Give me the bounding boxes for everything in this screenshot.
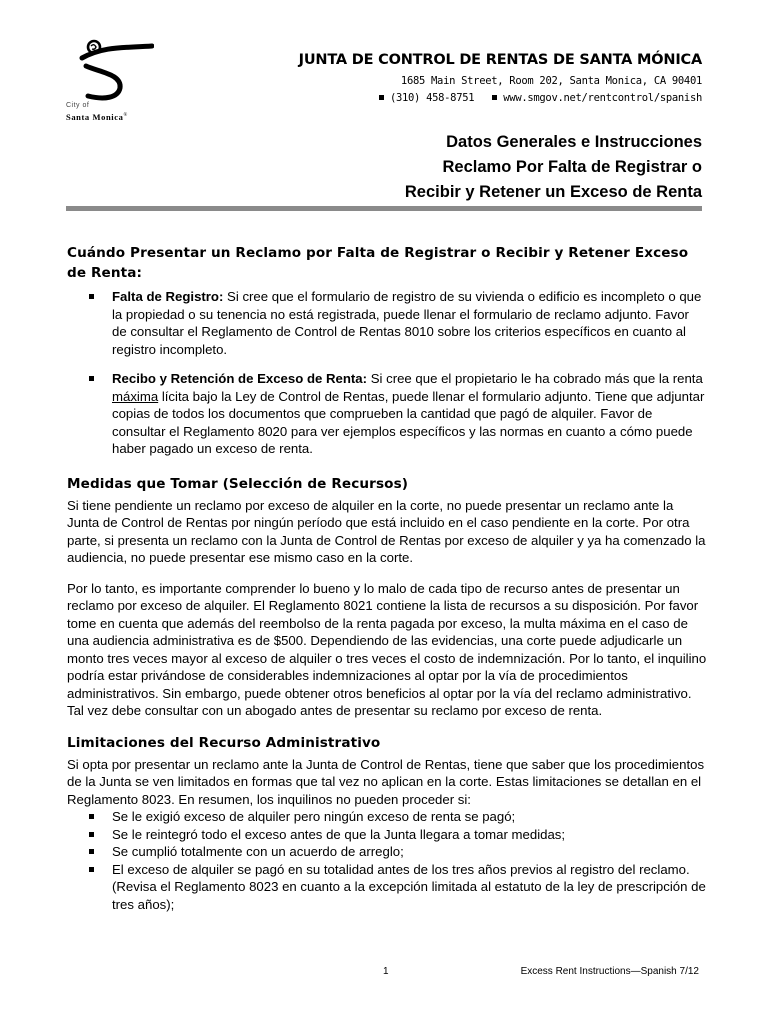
organization-name: JUNTA DE CONTROL DE RENTAS DE SANTA MÓNICA xyxy=(298,52,702,68)
title-line-2: Reclamo Por Falta de Registrar o xyxy=(442,158,702,176)
organization-contact xyxy=(379,92,702,104)
list-item: Recibo y Retención de Exceso de Renta: Si cree que el propietario le ha cobrado más que la renta máxima lícita bajo la Ley de Control de Rentas, puede llenar el formulario adjunto. Tiene que adjuntar copias de todos los documentos que comprueben la cantidad que pagó de alquiler. Favor de consultar el Reglamento 8020 para ver ejemplos específicos y las normas en cuanto a cómo puede haber pagado un exceso de renta. xyxy=(67,370,707,458)
paragraph: Si opta por presentar un reclamo ante la Junta de Control de Rentas, tiene que saber que los procedimientos de la Junta se ven limitados en formas que tal vez no aplican en la corte. Estas limitaciones se detallan en el Reglamento 8023. En resumen, los inquilinos no pueden proceder si: xyxy=(67,756,705,807)
title-line-3: Recibir y Retener un Exceso de Renta xyxy=(404,183,702,201)
section-heading-remedies: Medidas que Tomar (Selección de Recursos) xyxy=(67,475,409,492)
filing-reasons-list xyxy=(67,288,707,458)
document-title xyxy=(405,130,702,205)
list-item: Se le exigió exceso de alquiler pero ningún exceso de renta se pagó; xyxy=(67,808,707,826)
section-heading-limitations: Limitaciones del Recurso Administrativo xyxy=(67,734,381,751)
bullet-square-icon xyxy=(379,95,384,100)
limitations-list xyxy=(67,808,707,913)
page-number: 1 xyxy=(383,966,389,977)
list-item: Se le reintegró todo el exceso antes de que la Junta llegara a tomar medidas; xyxy=(67,826,707,844)
list-item: Se cumplió totalmente con un acuerdo de arreglo; xyxy=(67,843,707,861)
title-divider xyxy=(66,206,702,211)
logo-city-name: Santa Monica® xyxy=(66,112,128,122)
document-body xyxy=(67,243,707,913)
logo-city-of: City of xyxy=(66,102,90,109)
title-line-1: Datos Generales e Instrucciones xyxy=(446,133,702,151)
paragraph: Por lo tanto, es importante comprender lo bueno y lo malo de cada tipo de recurso antes de presentar un reclamo por exceso de alquiler. El Reglamento 8021 contiene la lista de recursos a su disposición. Por favor tome en cuenta que además del reembolso de la renta pagada por exceso, la multa máxima en el caso de una audiencia administrativa es de $500. Dependiendo de las evidencias, una corte puede adjudicarle un monto tres veces mayor al exceso de alquiler o tres veces el costo de indemnización. Por lo tanto, el inquilino podría estar privándose de considerables indemnizaciones al optar por la vía de procedimientos administrativos. Sin embargo, puede obtener otros beneficios al optar por la vía del reclamo administrativo. Tal vez debe consultar con un abogado antes de presentar su reclamo por exceso de renta. xyxy=(67,580,707,718)
list-item: Falta de Registro: Si cree que el formulario de registro de su vivienda o edificio es incompleto o que la propiedad o su tenencia no está registrada, puede llenar el formulario de reclamo adjunto. Favor de consultar el Reglamento de Control de Rentas 8010 sobre los criterios específicos en cuanto al registro incompleto. xyxy=(67,288,707,358)
organization-address: 1685 Main Street, Room 202, Santa Monica, CA 90401 xyxy=(400,75,702,87)
website-link[interactable]: www.smgov.net/rentcontrol/spanish xyxy=(503,92,702,104)
section-heading-when-to-file: Cuándo Presentar un Reclamo por Falta de Registrar o Recibir y Retener Exceso de Renta: xyxy=(67,245,689,281)
bullet-square-icon xyxy=(492,95,497,100)
phone-number: (310) 458-8751 xyxy=(389,92,475,104)
list-item: El exceso de alquiler se pagó en su totalidad antes de los tres años previos al registro del reclamo. (Revisa el Reglamento 8023 en cuanto a la excepción limitada al estatuto de la ley de prescripción de tres años); xyxy=(67,861,707,914)
footer-document-id: Excess Rent Instructions—Spanish 7/12 xyxy=(520,966,699,977)
paragraph: Si tiene pendiente un reclamo por exceso de alquiler en la corte, no puede presentar un reclamo ante la Junta de Control de Rentas por ningún período que está incluido en el caso pendiente en la corte. Por otra parte, si presenta un reclamo con la Junta de Control de Rentas por exceso de alquiler y ya ha comenzado la audiencia, no puede presentar ese mismo caso en la corte. xyxy=(67,497,706,565)
